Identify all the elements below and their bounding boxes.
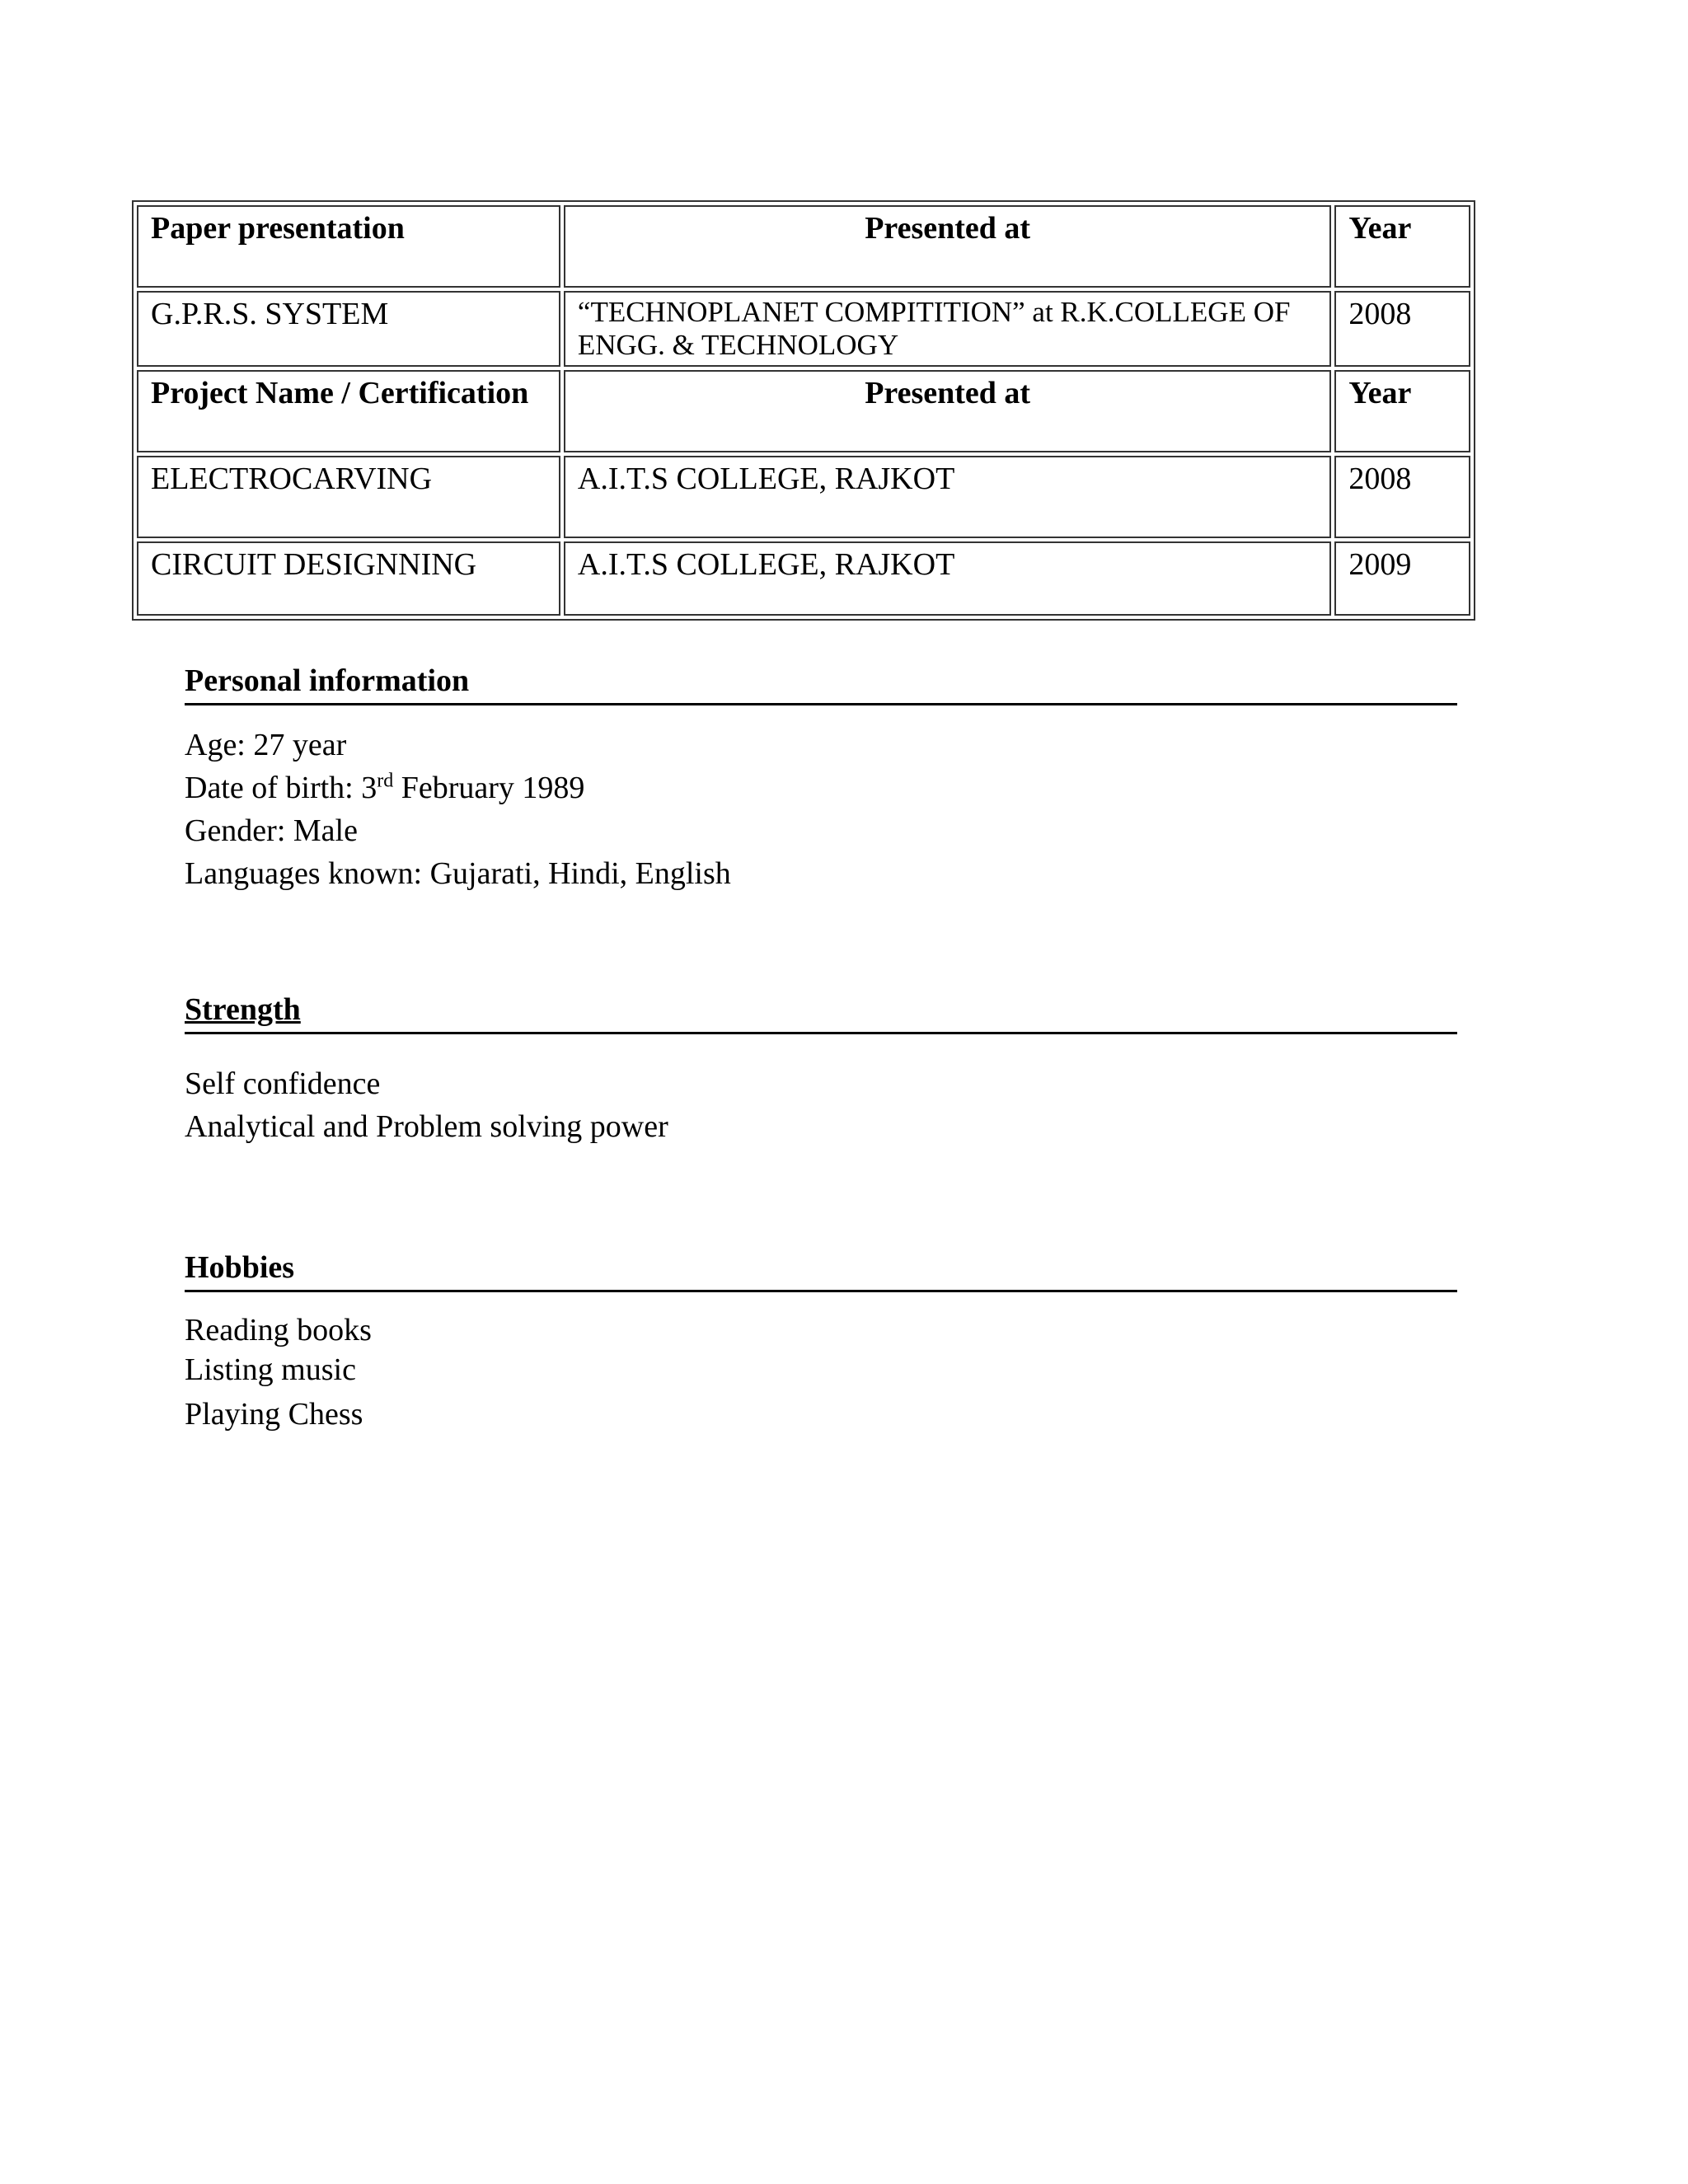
cell-presented-at xyxy=(564,291,1331,367)
date-of-birth-text xyxy=(185,766,1457,809)
header-year: Year xyxy=(1334,370,1470,452)
table-row xyxy=(137,291,1470,367)
personal-information-body xyxy=(185,724,1457,895)
strength-heading: Strength xyxy=(185,991,1457,1034)
strength-list xyxy=(185,1062,1457,1148)
header-year: Year xyxy=(1334,205,1470,288)
table-header-row xyxy=(137,205,1470,288)
header-paper-presentation: Paper presentation xyxy=(137,205,560,288)
dob-prefix: Date of birth: 3 xyxy=(185,771,377,805)
table-row xyxy=(137,541,1470,616)
header-presented-at: Presented at xyxy=(564,370,1331,452)
cell-presented-at: A.I.T.S COLLEGE, RAJKOT xyxy=(564,541,1331,616)
cell-presented-at-line2: ENGG. & TECHNOLOGY xyxy=(577,329,899,361)
cell-paper-title: G.P.R.S. SYSTEM xyxy=(137,291,560,367)
cell-year: 2008 xyxy=(1334,291,1470,367)
list-item: Listing music xyxy=(185,1352,356,1387)
list-item: Analytical and Problem solving power xyxy=(185,1109,668,1144)
dob-ordinal: rd xyxy=(377,770,394,792)
gender-text: Gender: Male xyxy=(185,813,358,848)
cell-year: 2009 xyxy=(1334,541,1470,616)
hobbies-list xyxy=(185,1310,1457,1434)
dob-suffix: February 1989 xyxy=(393,771,585,805)
list-item: Self confidence xyxy=(185,1066,381,1101)
cell-year: 2008 xyxy=(1334,456,1470,538)
cell-presented-at-line1: “TECHNOPLANET COMPITITION” at R.K.COLLEGE OF xyxy=(577,296,1291,328)
personal-information-section xyxy=(185,662,1457,895)
strength-section xyxy=(185,991,1457,1148)
hobbies-section xyxy=(185,1249,1457,1434)
languages-text: Languages known: Gujarati, Hindi, English xyxy=(185,856,731,891)
personal-information-heading: Personal information xyxy=(185,662,1457,705)
table-row xyxy=(137,456,1470,538)
header-presented-at: Presented at xyxy=(564,205,1331,288)
cell-presented-at: A.I.T.S COLLEGE, RAJKOT xyxy=(564,456,1331,538)
list-item: Reading books xyxy=(185,1313,372,1347)
header-project-name: Project Name / Certification xyxy=(137,370,560,452)
presentations-table xyxy=(132,200,1475,621)
table-header-row xyxy=(137,370,1470,452)
hobbies-heading: Hobbies xyxy=(185,1249,1457,1292)
age-text: Age: 27 year xyxy=(185,728,347,762)
cell-project-name: CIRCUIT DESIGNNING xyxy=(137,541,560,616)
list-item: Playing Chess xyxy=(185,1397,363,1432)
cell-project-name: ELECTROCARVING xyxy=(137,456,560,538)
